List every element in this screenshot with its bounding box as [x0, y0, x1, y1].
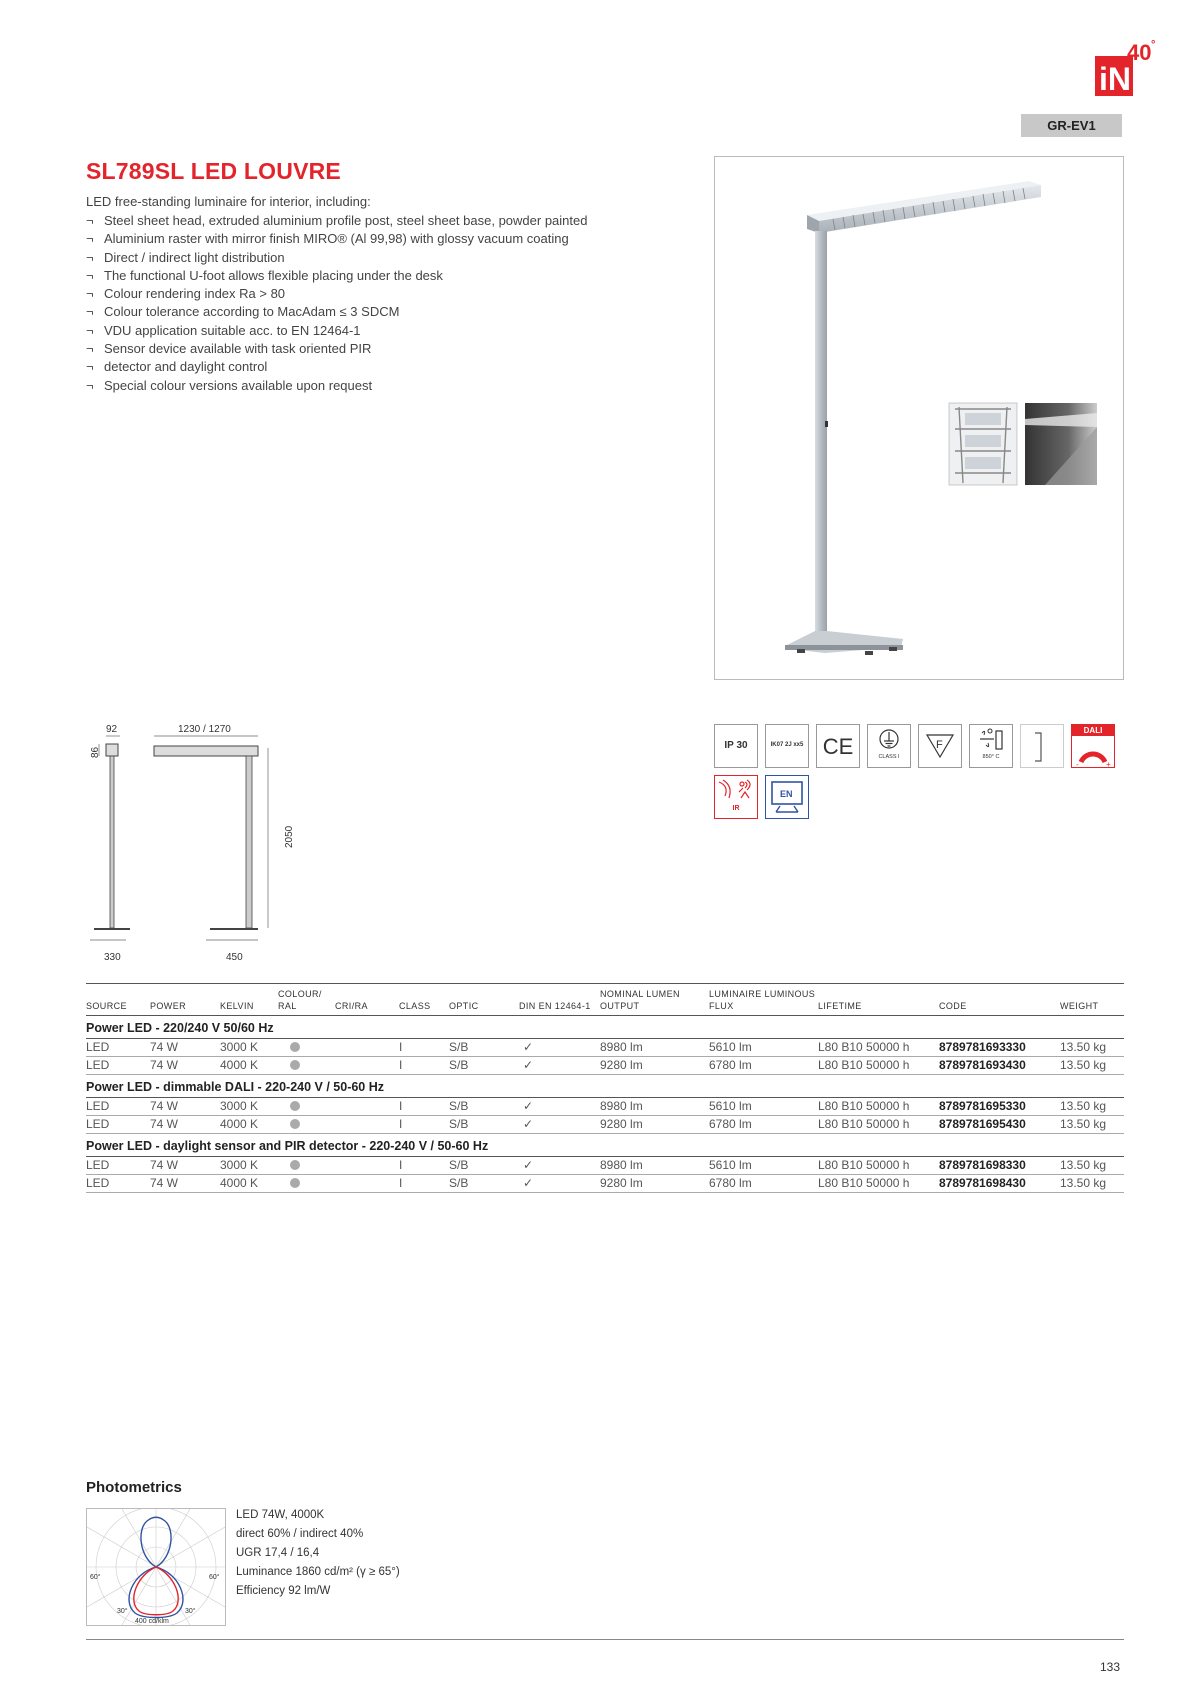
logo-mark: °: [1151, 39, 1156, 51]
certification-icons: [714, 724, 1124, 824]
dim-top-left: 92: [106, 724, 118, 735]
polar-diagram: [86, 1508, 226, 1626]
dim-side: 86: [90, 746, 101, 758]
col-cri: CRI/RA: [335, 984, 399, 1016]
table-row: LED 74 W 3000 K I S/B ✓ 8980 lm 5610 lm L80 B10 50000 h 8789781698330 13.50 kg: [86, 1157, 1124, 1175]
photometric-spec: LED 74W, 4000K: [236, 1509, 325, 1521]
photometric-spec: Efficiency 92 lm/W: [236, 1585, 331, 1597]
pir-sensor-label: IR: [732, 805, 740, 812]
f-mark-label: F: [936, 739, 943, 751]
table-group-row: Power LED - dimmable DALI - 220-240 V / 50-60 Hz: [86, 1075, 1124, 1098]
photometric-spec: Luminance 1860 cd/m² (γ ≥ 65°): [236, 1566, 400, 1578]
footer-divider: [86, 1639, 1124, 1640]
photometrics-title: Photometrics: [86, 1479, 182, 1496]
dim-bottom-right: 450: [226, 952, 243, 962]
colour-swatch: [290, 1060, 300, 1070]
ce-mark-icon: [816, 724, 860, 768]
feature-item: ¬ Special colour versions available upon request: [86, 377, 587, 395]
col-power: POWER: [150, 984, 220, 1016]
vdu-en-icon: [765, 775, 809, 819]
col-colour-ral: COLOUR/ RAL: [278, 984, 335, 1016]
table-group-row: Power LED - daylight sensor and PIR detector - 220-240 V / 50-60 Hz: [86, 1134, 1124, 1157]
dim-height: 2050: [284, 825, 295, 848]
col-din: DIN EN 12464-1: [519, 984, 600, 1016]
series-tag: GR-EV1: [1021, 114, 1122, 137]
product-photo: [714, 156, 1124, 680]
photometric-spec: direct 60% / indirect 40%: [236, 1528, 364, 1540]
col-flux: LUMINAIRE LUMINOUS FLUX: [709, 984, 818, 1016]
photometric-spec: UGR 17,4 / 16,4: [236, 1547, 320, 1559]
dimension-drawing: [86, 722, 296, 962]
logo-sup: 40: [1127, 40, 1152, 65]
feature-list: [86, 212, 587, 395]
ik-rating-label: IK07 2J xx5: [770, 742, 804, 748]
class-i-icon: [867, 724, 911, 768]
product-intro: LED free-standing luminaire for interior, including:: [86, 194, 371, 209]
brand-logo: [1095, 38, 1157, 96]
table-group-row: Power LED - 220/240 V 50/60 Hz: [86, 1016, 1124, 1039]
logo-text: iN: [1099, 61, 1131, 96]
f-mark-icon: [918, 724, 962, 768]
pir-sensor-icon: [714, 775, 758, 819]
photometrics-specs: [236, 1506, 400, 1601]
col-code: CODE: [939, 984, 1060, 1016]
col-class: CLASS: [399, 984, 449, 1016]
col-source: SOURCE: [86, 984, 150, 1016]
glow-wire-label: 850° C: [982, 754, 1000, 760]
table-row: LED 74 W 4000 K I S/B ✓ 9280 lm 6780 lm L80 B10 50000 h 8789781695430 13.50 kg: [86, 1116, 1124, 1134]
feature-item: ¬ detector and daylight control: [86, 358, 587, 376]
table-row: LED 74 W 4000 K I S/B ✓ 9280 lm 6780 lm L80 B10 50000 h 8789781698430 13.50 kg: [86, 1175, 1124, 1193]
page-number: 133: [1100, 1660, 1121, 1674]
glow-wire-icon: [969, 724, 1013, 768]
feature-item: ¬ VDU application suitable acc. to EN 12464-1: [86, 322, 587, 340]
polar-label-right30: 30°: [185, 1608, 196, 1615]
table-row: LED 74 W 3000 K I S/B ✓ 8980 lm 5610 lm L80 B10 50000 h 8789781693330 13.50 kg: [86, 1039, 1124, 1057]
product-title: SL789SL LED LOUVRE: [86, 158, 341, 184]
dim-bottom-left: 330: [104, 952, 121, 962]
feature-item: ¬ Colour tolerance according to MacAdam ≤ 3 SDCM: [86, 303, 587, 321]
colour-swatch: [290, 1101, 300, 1111]
class-i-label: CLASS I: [878, 754, 900, 760]
feature-item: ¬ The functional U-foot allows flexible placing under the desk: [86, 267, 587, 285]
polar-label-unit: 400 cd/klm: [135, 1618, 169, 1625]
colour-swatch: [290, 1042, 300, 1052]
product-table: [86, 983, 1124, 1193]
feature-item: ¬ Aluminium raster with mirror finish MIRO® (Al 99,98) with glossy vacuum coating: [86, 230, 587, 248]
col-optic: OPTIC: [449, 984, 519, 1016]
feature-item: ¬ Direct / indirect light distribution: [86, 249, 587, 267]
ip-rating-label: IP 30: [724, 740, 748, 751]
table-row: LED 74 W 3000 K I S/B ✓ 8980 lm 5610 lm L80 B10 50000 h 8789781695330 13.50 kg: [86, 1098, 1124, 1116]
colour-swatch: [290, 1178, 300, 1188]
vdu-en-label: EN: [780, 789, 793, 799]
col-lifetime: LIFETIME: [818, 984, 939, 1016]
dali-icon: [1071, 724, 1115, 768]
feature-item: ¬ Steel sheet head, extruded aluminium profile post, steel sheet base, powder painted: [86, 212, 587, 230]
table-header-row: [86, 984, 1124, 1016]
colour-swatch: [290, 1160, 300, 1170]
surface-mount-icon: [1020, 724, 1064, 768]
table-row: LED 74 W 4000 K I S/B ✓ 9280 lm 6780 lm L80 B10 50000 h 8789781693430 13.50 kg: [86, 1057, 1124, 1075]
feature-item: ¬ Colour rendering index Ra > 80: [86, 285, 587, 303]
feature-item: ¬ Sensor device available with task oriented PIR: [86, 340, 587, 358]
dali-minus: -: [1076, 760, 1079, 768]
ce-mark-label: CE: [822, 734, 854, 759]
col-kelvin: KELVIN: [220, 984, 278, 1016]
dali-plus: +: [1106, 760, 1111, 768]
polar-label-left60: 60°: [90, 1574, 101, 1581]
col-weight: WEIGHT: [1060, 984, 1124, 1016]
table-body: [86, 1016, 1124, 1193]
ip-rating-icon: [714, 724, 758, 768]
polar-label-right60: 60°: [209, 1574, 220, 1581]
dim-top-right: 1230 / 1270: [178, 724, 231, 735]
colour-swatch: [290, 1119, 300, 1129]
dali-label: DALI: [1072, 725, 1114, 736]
polar-label-left30: 30°: [117, 1608, 128, 1615]
ik-rating-icon: [765, 724, 809, 768]
col-lumen: NOMINAL LUMEN OUTPUT: [600, 984, 709, 1016]
